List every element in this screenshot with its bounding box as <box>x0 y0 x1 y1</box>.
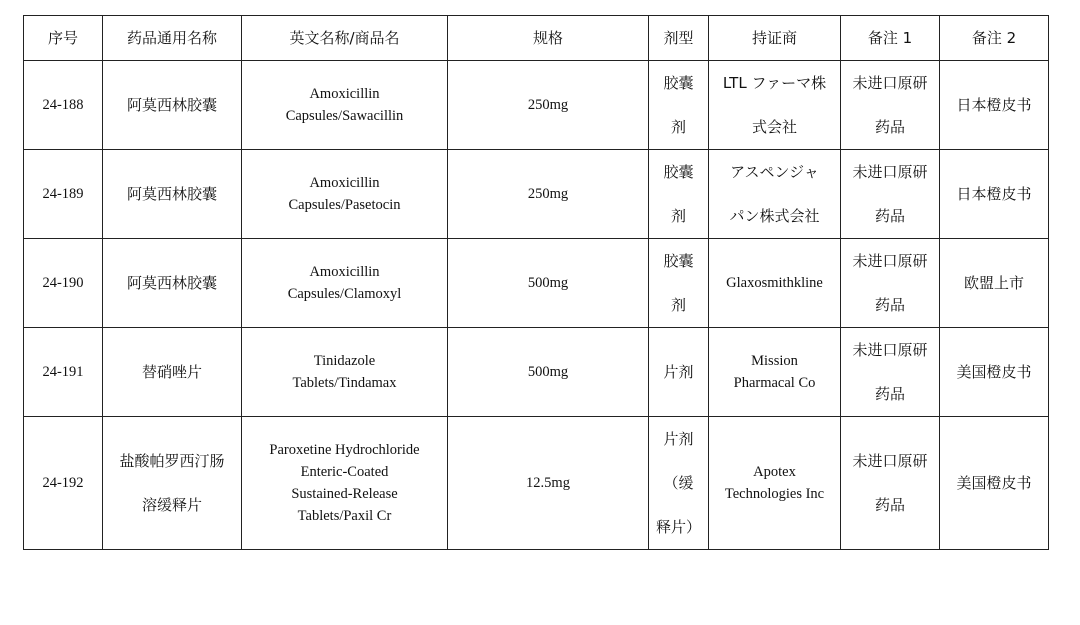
header-note1: 备注 1 <box>841 16 940 61</box>
cell-id: 24-191 <box>24 328 103 417</box>
table-row <box>24 239 1049 328</box>
cell-holder: Apotex Technologies Inc <box>709 417 841 550</box>
table-row <box>24 61 1049 150</box>
header-generic-name: 药品通用名称 <box>103 16 242 61</box>
cell-note1: 未进口原研 药品 <box>841 328 940 417</box>
cell-id: 24-192 <box>24 417 103 550</box>
cell-english-name: Paroxetine Hydrochloride Enteric-Coated Sustained-Release Tablets/Paxil Cr <box>242 417 448 550</box>
header-dosage-form: 剂型 <box>649 16 709 61</box>
header-holder: 持证商 <box>709 16 841 61</box>
header-id: 序号 <box>24 16 103 61</box>
cell-generic-name: 阿莫西林胶囊 <box>103 150 242 239</box>
drug-table <box>23 15 1049 550</box>
table-header-row <box>24 16 1049 61</box>
cell-spec: 250mg <box>448 150 649 239</box>
cell-spec: 12.5mg <box>448 417 649 550</box>
table-row <box>24 417 1049 550</box>
table-row <box>24 328 1049 417</box>
cell-spec: 500mg <box>448 239 649 328</box>
cell-note1: 未进口原研 药品 <box>841 417 940 550</box>
cell-english-name: Amoxicillin Capsules/Pasetocin <box>242 150 448 239</box>
cell-holder: Glaxosmithkline <box>709 239 841 328</box>
cell-spec: 250mg <box>448 61 649 150</box>
cell-dosage-form: 胶囊 剂 <box>649 61 709 150</box>
cell-generic-name: 替硝唑片 <box>103 328 242 417</box>
cell-english-name: Amoxicillin Capsules/Sawacillin <box>242 61 448 150</box>
cell-holder: LTL ファーマ株 式会社 <box>709 61 841 150</box>
cell-spec: 500mg <box>448 328 649 417</box>
cell-generic-name: 盐酸帕罗西汀肠 溶缓释片 <box>103 417 242 550</box>
table-row <box>24 150 1049 239</box>
header-english-name: 英文名称/商品名 <box>242 16 448 61</box>
cell-note1: 未进口原研 药品 <box>841 61 940 150</box>
header-spec: 规格 <box>448 16 649 61</box>
cell-note2: 日本橙皮书 <box>940 61 1049 150</box>
cell-generic-name: 阿莫西林胶囊 <box>103 61 242 150</box>
cell-dosage-form: 胶囊 剂 <box>649 239 709 328</box>
cell-dosage-form: 胶囊 剂 <box>649 150 709 239</box>
cell-dosage-form: 片剂 （缓 释片） <box>649 417 709 550</box>
cell-note1: 未进口原研 药品 <box>841 239 940 328</box>
cell-note2: 美国橙皮书 <box>940 417 1049 550</box>
cell-id: 24-190 <box>24 239 103 328</box>
cell-note1: 未进口原研 药品 <box>841 150 940 239</box>
cell-id: 24-189 <box>24 150 103 239</box>
cell-note2: 美国橙皮书 <box>940 328 1049 417</box>
cell-english-name: Amoxicillin Capsules/Clamoxyl <box>242 239 448 328</box>
header-note2: 备注 2 <box>940 16 1049 61</box>
cell-dosage-form: 片剂 <box>649 328 709 417</box>
cell-note2: 日本橙皮书 <box>940 150 1049 239</box>
cell-note2: 欧盟上市 <box>940 239 1049 328</box>
cell-id: 24-188 <box>24 61 103 150</box>
cell-holder: アスペンジャ パン株式会社 <box>709 150 841 239</box>
cell-holder: Mission Pharmacal Co <box>709 328 841 417</box>
cell-generic-name: 阿莫西林胶囊 <box>103 239 242 328</box>
cell-english-name: Tinidazole Tablets/Tindamax <box>242 328 448 417</box>
